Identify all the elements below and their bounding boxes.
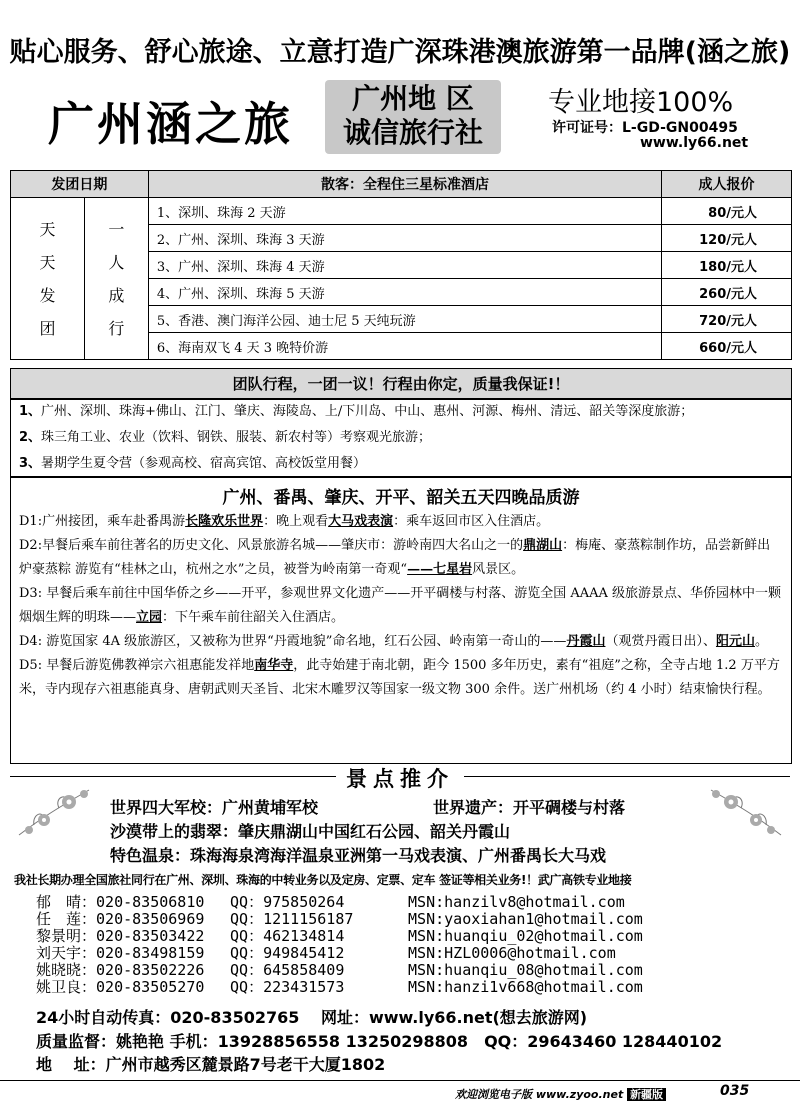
contact-name: 刘天宇： xyxy=(36,944,97,962)
contact-phone: 020-83503422 xyxy=(96,927,205,945)
table-row xyxy=(36,894,668,911)
website-link[interactable]: www.ly66.net xyxy=(640,135,749,151)
spot-line1-right: 世界遗产：开平碉楼与村落 xyxy=(433,798,626,817)
footer-divider xyxy=(0,1080,800,1081)
list-item: 1、广州、深圳、珠海+佛山、江门、肇庆、海陵岛、上/下川岛、中山、惠州、河源、梅州、清远、韶关等深度旅游； xyxy=(19,404,694,419)
address: 地 址：广州市越秀区麓景路7号老干大厦1802 xyxy=(36,1055,386,1074)
quality-supervision: 质量监督：姚艳艳 手机：13928856558 13250298808 QQ：29643460 128440102 xyxy=(36,1032,723,1051)
contact-name: 任 莲： xyxy=(36,910,97,928)
contact-qq: QQ：1211156187 xyxy=(230,910,354,928)
day-4: D4: 游览国家 4A 级旅游区，又被称为世界“丹霞地貌”命名地，红石公园、岭南第一奇山的——丹霞山（观赏丹霞日出）、阳元山。 xyxy=(19,634,768,649)
footer-text xyxy=(455,1086,666,1102)
table-header xyxy=(11,171,792,198)
edition-badge: 新疆版 xyxy=(627,1088,666,1101)
list-item: 2、珠三角工业、农业（饮料、钢铁、服装、新农村等）考察观光旅游； xyxy=(19,430,432,445)
contact-msn: MSN:yaoxiahan1@hotmail.com xyxy=(408,910,643,928)
contact-qq: QQ：645858409 xyxy=(230,961,345,979)
price-cell: 660/元人 xyxy=(662,333,792,360)
contact-phone: 020-83506810 xyxy=(96,893,205,911)
table-row xyxy=(36,911,668,928)
license-number: 许可证号：L-GD-GN00495 xyxy=(552,120,738,136)
col-title-header: 散客：全程住三星标准酒店 xyxy=(148,171,661,198)
flower-decoration-icon xyxy=(14,780,94,840)
contact-name: 黎景明： xyxy=(36,927,97,945)
team-list xyxy=(10,398,792,478)
cert-line1: 广州地 区 xyxy=(352,82,474,115)
spot-line1-left: 世界四大军校：广州黄埔军校 xyxy=(110,798,319,817)
price-cell: 720/元人 xyxy=(662,306,792,333)
certification-badge xyxy=(325,80,501,154)
table-row xyxy=(36,979,668,996)
contact-phone: 020-83502226 xyxy=(96,961,205,979)
spot-line2: 沙漠带上的翡翠：肇庆鼎湖山中国红石公园、韶关丹霞山 xyxy=(110,822,511,841)
route-cell: 3、广州、深圳、珠海 4 天游 xyxy=(148,252,661,279)
contact-msn: MSN:huanqiu_08@hotmail.com xyxy=(408,961,643,979)
day-5: D5: 早餐后游览佛教禅宗六祖惠能发祥地南华寺，此寺始建于南北朝，距今 1500 多年历史，素有“祖庭”之称，全寺占地 1.2 万平方米，寺内现存六祖惠能真身、唐朝武则天圣旨、北宋木雕罗汉等国家一级文物 300 余件。送广州机场（约 4 小时）结束愉快行程。 xyxy=(19,658,780,697)
contact-msn: MSN:huanqiu_02@hotmail.com xyxy=(408,927,643,945)
contact-msn: MSN:hanzi1v668@hotmail.com xyxy=(408,978,643,996)
contact-msn: MSN:HZL0006@hotmail.com xyxy=(408,944,616,962)
list-item: 3、暑期学生夏令营（参观高校、宿高宾馆、高校饭堂用餐） xyxy=(19,456,367,471)
contact-qq: QQ：975850264 xyxy=(230,893,345,911)
contact-qq: QQ：462134814 xyxy=(230,927,345,945)
contact-name: 郁 晴： xyxy=(36,893,97,911)
price-cell: 180/元人 xyxy=(662,252,792,279)
contact-msn: MSN:hanzilv8@hotmail.com xyxy=(408,893,625,911)
spots-title: 景点推介 xyxy=(0,763,800,793)
table-row xyxy=(11,198,792,225)
route-cell: 4、广州、深圳、珠海 5 天游 xyxy=(148,279,661,306)
min-one-person-label: 一 人 成 行 xyxy=(84,198,148,360)
slogan: 专业地接100% xyxy=(548,87,734,118)
day-1: D1:广州接团，乘车赴番禺游长隆欢乐世界：晚上观看大马戏表演：乘车返回市区入住酒店。 xyxy=(19,514,550,529)
team-banner: 团队行程，一团一议！行程由你定，质量我保证!！ xyxy=(10,368,792,400)
route-cell: 2、广州、深圳、珠海 3 天游 xyxy=(148,225,661,252)
price-cell: 80/元人 xyxy=(662,198,792,225)
route-cell: 5、香港、澳门海洋公园、迪士尼 5 天纯玩游 xyxy=(148,306,661,333)
fax-and-website: 24小时自动传真：020-83502765 网址：www.ly66.net(想去旅游网) xyxy=(36,1008,588,1027)
cert-line2: 诚信旅行社 xyxy=(342,116,483,149)
contact-phone: 020-83498159 xyxy=(96,944,205,962)
contact-phone: 020-83506969 xyxy=(96,910,205,928)
spot-line3: 特色温泉：珠海海泉湾海洋温泉亚洲第一马戏表演、广州番禺长大马戏 xyxy=(110,846,607,865)
footer-site[interactable]: 欢迎浏览电子版 www.zyoo.net xyxy=(455,1088,624,1101)
day-2: D2:早餐后乘车前往著名的历史文化、风景旅游名城——肇庆市：游岭南四大名山之一的鼎湖山：梅庵、豪蒸粽制作坊，品尝新鲜出炉豪蒸粽 游览有“桂林之山，杭州之水”之员，被誉为岭南第一奇观“——七星岩风景区。 xyxy=(19,538,771,577)
itinerary-box xyxy=(10,476,792,764)
tours-table xyxy=(10,170,792,360)
headline: 贴心服务、舒心旅途、立意打造广深珠港澳旅游第一品牌(涵之旅) xyxy=(9,37,791,68)
contact-qq: QQ：949845412 xyxy=(230,944,345,962)
day-3: D3: 早餐后乘车前往中国华侨之乡——开平，参观世界文化遗产——开平碉楼与村落、游览全国 AAAA 级旅游景点、华侨园林中一颗烟烟生辉的明珠——立园：下午乘车前往韶关入住酒店。 xyxy=(19,586,782,625)
price-cell: 260/元人 xyxy=(662,279,792,306)
contact-qq: QQ：223431573 xyxy=(230,978,345,996)
route-cell: 6、海南双飞 4 天 3 晚特价游 xyxy=(148,333,661,360)
contact-phone: 020-83505270 xyxy=(96,978,205,996)
price-cell: 120/元人 xyxy=(662,225,792,252)
flower-decoration-icon xyxy=(706,780,786,840)
contact-name: 姚晓晓： xyxy=(36,961,97,979)
col-date-header: 发团日期 xyxy=(11,171,149,198)
daily-departure-label: 天 天 发 团 xyxy=(11,198,85,360)
contact-name: 姚卫良： xyxy=(36,978,97,996)
table-row xyxy=(36,962,668,979)
page-number: 035 xyxy=(720,1083,750,1099)
business-notice: 我社长期办理全国旅社同行在广州、深圳、珠海的中转业务以及定房、定票、定车 签证等相关业务!！武广高铁专业地接 xyxy=(14,873,632,887)
brand-logo: 广州涵之旅 xyxy=(48,97,293,151)
table-row xyxy=(36,928,668,945)
itinerary-title: 广州、番禺、肇庆、开平、韶关五天四晚品质游 xyxy=(222,488,580,508)
contacts-table xyxy=(36,894,668,996)
col-price-header: 成人报价 xyxy=(662,171,792,198)
route-cell: 1、深圳、珠海 2 天游 xyxy=(148,198,661,225)
table-row xyxy=(36,945,668,962)
